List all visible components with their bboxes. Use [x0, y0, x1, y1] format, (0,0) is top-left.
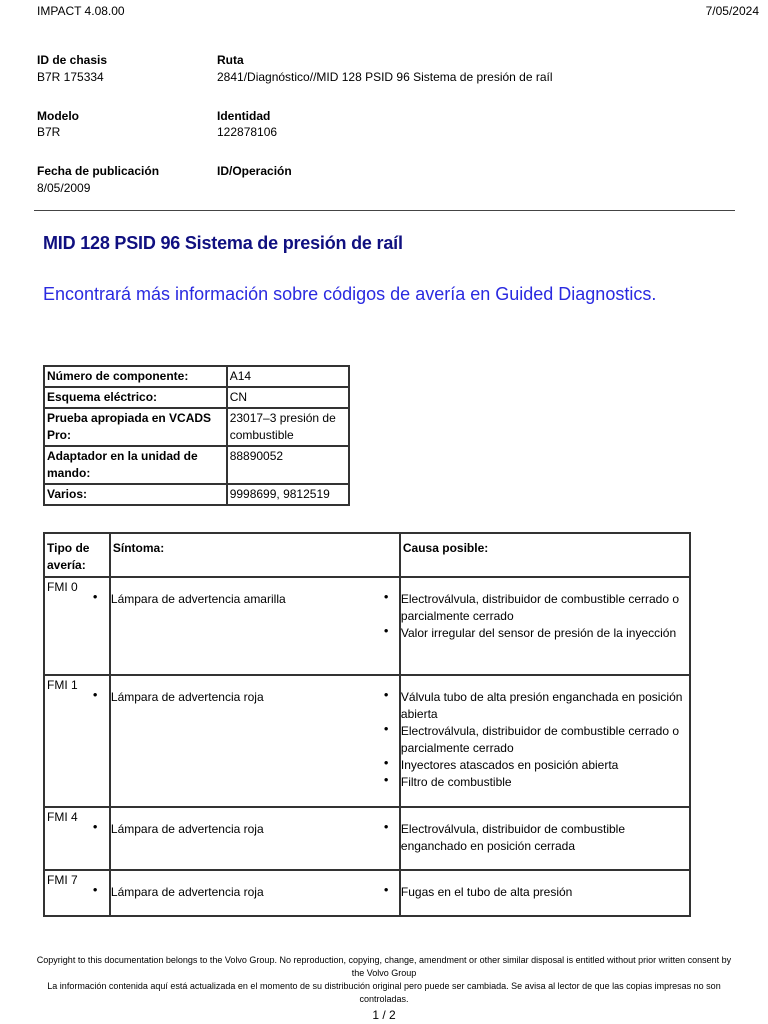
fault-row — [44, 870, 690, 916]
component-key: Número de componente: — [44, 366, 227, 387]
component-row — [44, 387, 349, 408]
symptom-cell — [110, 675, 400, 807]
symptom-item: • Lámpara de advertencia roja — [111, 689, 395, 706]
cause-cell — [400, 577, 690, 675]
symptom-item: • Lámpara de advertencia amarilla — [111, 591, 395, 608]
fault-table-header — [44, 533, 690, 577]
component-key: Varios: — [44, 484, 227, 505]
fault-type: FMI 1 — [44, 675, 110, 807]
component-row — [44, 408, 349, 446]
symptom-cell — [110, 807, 400, 870]
header-fault-type: Tipo de avería: — [44, 533, 110, 577]
symptom-cell — [110, 870, 400, 916]
cause-item: • Electroválvula, distribuidor de combustible enganchado en posición cerrada — [401, 821, 685, 855]
fault-type: FMI 7 — [44, 870, 110, 916]
component-row — [44, 366, 349, 387]
component-value: A14 — [227, 366, 349, 387]
header-cause: Causa posible: — [400, 533, 690, 577]
page-number: 1 / 2 — [372, 1008, 396, 1022]
component-value: 23017–3 presión de combustible — [227, 408, 349, 446]
fault-row — [44, 807, 690, 870]
fault-type: FMI 0 — [44, 577, 110, 675]
cause-cell — [400, 870, 690, 916]
print-date: 7/05/2024 — [705, 4, 759, 18]
route-label: Ruta — [217, 53, 244, 67]
identity-value: 122878106 — [217, 125, 278, 139]
symptom-item: • Lámpara de advertencia roja — [111, 821, 395, 838]
cause-cell — [400, 807, 690, 870]
chassis-label: ID de chasis — [37, 53, 108, 67]
pubdate-label: Fecha de publicación — [37, 164, 160, 178]
component-value: 88890052 — [227, 446, 349, 484]
cause-item: • Fugas en el tubo de alta presión — [401, 884, 685, 901]
cause-cell — [400, 675, 690, 807]
pubdate-value: 8/05/2009 — [37, 181, 91, 195]
cause-item: • Valor irregular del sensor de presión de la inyección — [401, 625, 685, 642]
header-bar — [37, 4, 759, 20]
cause-item: • Filtro de combustible — [401, 774, 685, 791]
model-label: Modelo — [37, 109, 79, 123]
model-value: B7R — [37, 125, 61, 139]
component-row — [44, 446, 349, 484]
page-footer — [30, 954, 738, 1022]
distribution-notice: La información contenida aquí está actualizada en el momento de su distribución original pero puede ser cambiada. Se avisa al lector de que las copias impresas no son controladas. — [47, 981, 721, 1004]
route-value: 2841/Diagnóstico//MID 128 PSID 96 Sistema de presión de raíl — [217, 70, 553, 84]
fault-row — [44, 675, 690, 807]
operation-label: ID/Operación — [217, 164, 292, 178]
cause-item: • Inyectores atascados en posición abierta — [401, 757, 685, 774]
symptom-cell — [110, 577, 400, 675]
identity-label: Identidad — [217, 109, 271, 123]
fault-table — [43, 532, 691, 917]
component-table — [43, 365, 350, 506]
cause-item: • Válvula tubo de alta presión enganchada en posición abierta — [401, 689, 685, 723]
component-value: CN — [227, 387, 349, 408]
component-key: Adaptador en la unidad de mando: — [44, 446, 227, 484]
copyright-notice: Copyright to this documentation belongs to the Volvo Group. No reproduction, copying, change, amendment or other similar disposal is entitled without prior written consent by the Volvo Group — [36, 955, 732, 978]
symptom-item: • Lámpara de advertencia roja — [111, 884, 395, 901]
fault-row — [44, 577, 690, 675]
header-symptom: Síntoma: — [110, 533, 400, 577]
component-row — [44, 484, 349, 505]
component-key: Prueba apropiada en VCADS Pro: — [44, 408, 227, 446]
cause-item: • Electroválvula, distribuidor de combustible cerrado o parcialmente cerrado — [401, 723, 685, 757]
page-title: MID 128 PSID 96 Sistema de presión de raíl — [43, 233, 403, 253]
cause-item: • Electroválvula, distribuidor de combustible cerrado o parcialmente cerrado — [401, 591, 685, 625]
fault-type: FMI 4 — [44, 807, 110, 870]
component-value: 9998699, 9812519 — [227, 484, 349, 505]
app-version: IMPACT 4.08.00 — [37, 4, 125, 18]
guided-diagnostics-note: Encontrará más información sobre códigos de avería en Guided Diagnostics. — [43, 284, 657, 304]
chassis-value: B7R 175334 — [37, 70, 104, 84]
divider — [34, 210, 735, 211]
component-key: Esquema eléctrico: — [44, 387, 227, 408]
